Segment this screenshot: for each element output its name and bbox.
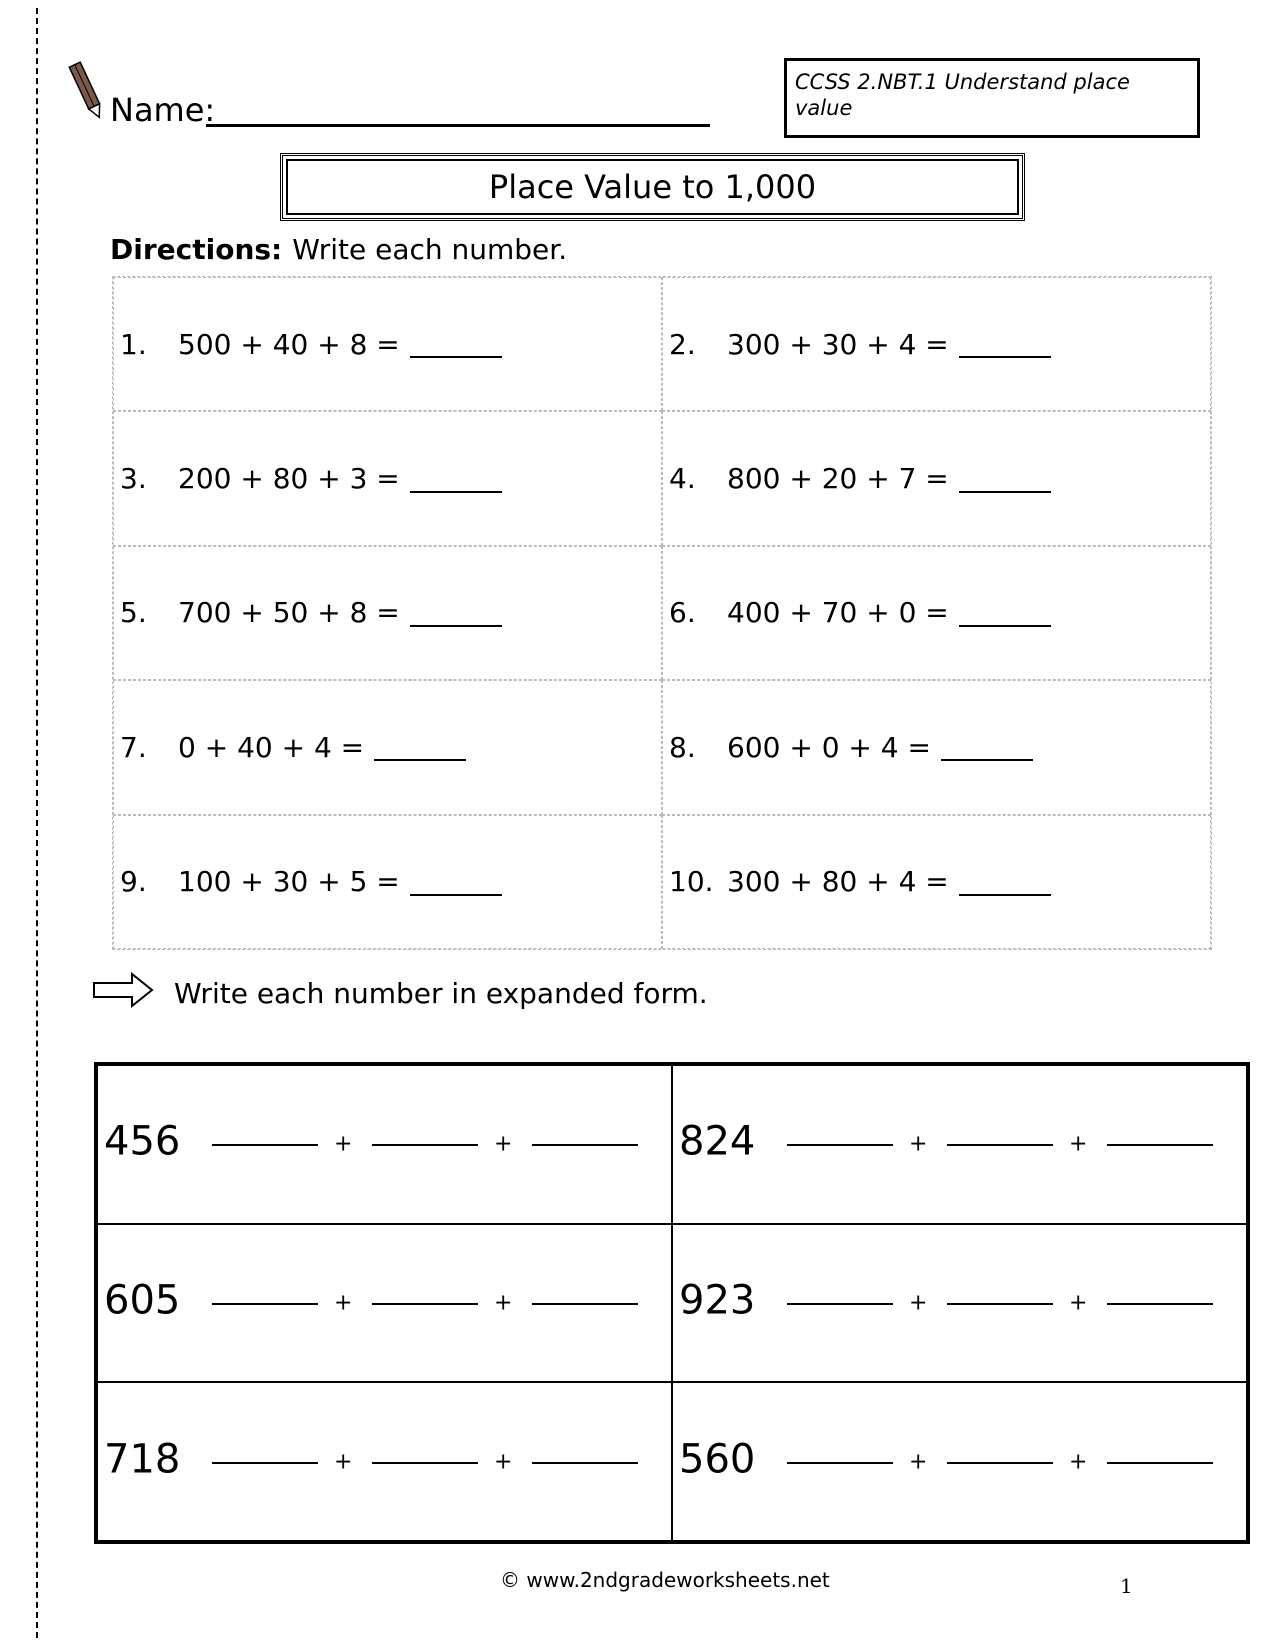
problem-cell xyxy=(662,411,1211,545)
expanded-cell xyxy=(97,1382,672,1541)
directions-text: Write each number. xyxy=(292,233,568,266)
expanded-cell xyxy=(97,1065,672,1224)
plus-sign: + xyxy=(1069,1131,1088,1157)
problem-number: 6. xyxy=(669,596,696,630)
problem-number: 10. xyxy=(669,865,714,899)
problem-expression: 400 + 70 + 0 = xyxy=(727,596,949,630)
copyright-footer: © www.2ndgradeworksheets.net xyxy=(500,1568,830,1592)
answer-blank[interactable] xyxy=(1107,1462,1213,1464)
expanded-form-table xyxy=(94,1062,1250,1544)
answer-blank[interactable] xyxy=(1107,1303,1213,1305)
expanded-number: 824 xyxy=(679,1119,756,1166)
problems-grid xyxy=(112,276,1212,950)
answer-blank[interactable] xyxy=(532,1462,638,1464)
expanded-instruction: Write each number in expanded form. xyxy=(174,977,708,1010)
problem-number: 4. xyxy=(669,462,696,496)
standard-box: CCSS 2.NBT.1 Understand place value xyxy=(784,58,1200,138)
problem-cell xyxy=(113,680,662,814)
expanded-number: 560 xyxy=(679,1436,756,1483)
problem-cell xyxy=(113,815,662,949)
page-number: 1 xyxy=(1120,1574,1133,1598)
name-field[interactable] xyxy=(206,124,710,127)
plus-sign: + xyxy=(1069,1449,1088,1475)
plus-sign: + xyxy=(334,1449,353,1475)
problem-expression: 700 + 50 + 8 = xyxy=(178,596,400,630)
plus-sign: + xyxy=(334,1290,353,1316)
answer-blank[interactable] xyxy=(410,599,502,627)
problem-expression: 200 + 80 + 3 = xyxy=(178,462,400,496)
answer-blank[interactable] xyxy=(532,1303,638,1305)
answer-blank[interactable] xyxy=(212,1303,318,1305)
answer-blank[interactable] xyxy=(787,1462,893,1464)
answer-blank[interactable] xyxy=(959,330,1051,358)
cut-line xyxy=(36,8,38,1638)
answer-blank[interactable] xyxy=(410,868,502,896)
answer-blank[interactable] xyxy=(959,465,1051,493)
problem-cell xyxy=(113,411,662,545)
answer-blank[interactable] xyxy=(941,733,1033,761)
arrow-right-icon xyxy=(92,972,154,1008)
plus-sign: + xyxy=(909,1290,928,1316)
expanded-number: 456 xyxy=(104,1119,181,1166)
plus-sign: + xyxy=(494,1290,513,1316)
answer-blank[interactable] xyxy=(212,1462,318,1464)
answer-blank[interactable] xyxy=(372,1144,478,1146)
problem-cell xyxy=(113,546,662,680)
answer-blank[interactable] xyxy=(532,1144,638,1146)
answer-blank[interactable] xyxy=(947,1462,1053,1464)
title-box xyxy=(280,153,1025,221)
problem-expression: 300 + 30 + 4 = xyxy=(727,327,949,361)
plus-sign: + xyxy=(1069,1290,1088,1316)
problem-expression: 800 + 20 + 7 = xyxy=(727,462,949,496)
expanded-cell xyxy=(672,1224,1247,1383)
answer-blank[interactable] xyxy=(947,1303,1053,1305)
answer-blank[interactable] xyxy=(959,599,1051,627)
plus-sign: + xyxy=(494,1449,513,1475)
plus-sign: + xyxy=(494,1131,513,1157)
expanded-number: 605 xyxy=(104,1277,181,1324)
problem-number: 1. xyxy=(120,327,147,361)
expanded-cell xyxy=(97,1224,672,1383)
problem-number: 7. xyxy=(120,730,147,764)
problem-cell xyxy=(662,815,1211,949)
answer-blank[interactable] xyxy=(787,1144,893,1146)
problem-number: 3. xyxy=(120,462,147,496)
page-title: Place Value to 1,000 xyxy=(286,159,1019,215)
answer-blank[interactable] xyxy=(959,868,1051,896)
problem-number: 2. xyxy=(669,327,696,361)
plus-sign: + xyxy=(909,1449,928,1475)
problem-cell xyxy=(113,277,662,411)
answer-blank[interactable] xyxy=(374,733,466,761)
problem-cell xyxy=(662,680,1211,814)
plus-sign: + xyxy=(909,1131,928,1157)
problem-number: 8. xyxy=(669,730,696,764)
problem-expression: 500 + 40 + 8 = xyxy=(178,327,400,361)
directions xyxy=(110,232,567,268)
answer-blank[interactable] xyxy=(372,1303,478,1305)
directions-label: Directions: xyxy=(110,233,283,266)
problem-cell xyxy=(662,546,1211,680)
problem-expression: 0 + 40 + 4 = xyxy=(178,730,365,764)
answer-blank[interactable] xyxy=(947,1144,1053,1146)
answer-blank[interactable] xyxy=(410,465,502,493)
answer-blank[interactable] xyxy=(410,330,502,358)
answer-blank[interactable] xyxy=(1107,1144,1213,1146)
answer-blank[interactable] xyxy=(787,1303,893,1305)
name-label: Name: xyxy=(110,91,216,129)
expanded-number: 923 xyxy=(679,1277,756,1324)
problem-number: 9. xyxy=(120,865,147,899)
problem-expression: 300 + 80 + 4 = xyxy=(727,865,949,899)
problem-number: 5. xyxy=(120,596,147,630)
pencil-icon xyxy=(66,58,108,124)
answer-blank[interactable] xyxy=(212,1144,318,1146)
problem-expression: 100 + 30 + 5 = xyxy=(178,865,400,899)
problem-cell xyxy=(662,277,1211,411)
expanded-cell xyxy=(672,1382,1247,1541)
expanded-number: 718 xyxy=(104,1436,181,1483)
answer-blank[interactable] xyxy=(372,1462,478,1464)
plus-sign: + xyxy=(334,1131,353,1157)
problem-expression: 600 + 0 + 4 = xyxy=(727,730,931,764)
expanded-cell xyxy=(672,1065,1247,1224)
